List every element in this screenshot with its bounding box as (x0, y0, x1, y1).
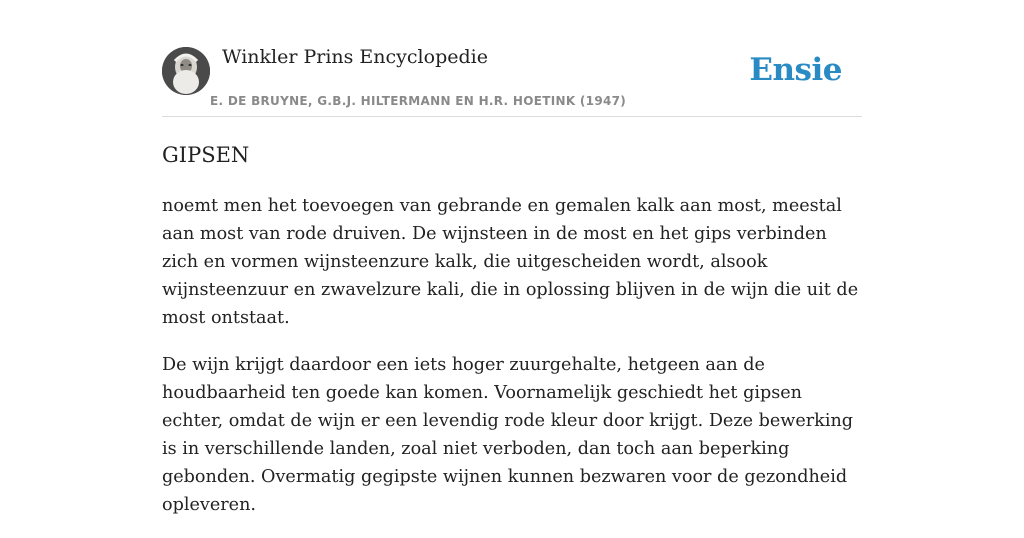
ensie-logo-link[interactable]: Ensie (749, 52, 842, 88)
publication-authors: E. DE BRUYNE, G.B.J. HILTERMANN EN H.R. HOETINK (1947) (210, 94, 627, 108)
article-paragraph: noemt men het toevoegen van gebrande en gemalen kalk aan most, meestal aan most van rode druiven. De wijnsteen in de most en het gips verbinden zich en vormen wijnsteenzure kalk, die uitgescheiden wordt, alsook wijnsteenzuur en zwavelzure kali, die in oplossing blijven in de wijn die uit de most ontstaat. (162, 196, 859, 328)
publication-title[interactable]: Winkler Prins Encyclopedie (222, 46, 488, 68)
author-avatar[interactable] (162, 47, 210, 95)
article (162, 140, 862, 538)
article-term-title: GIPSEN (162, 143, 250, 167)
article-paragraph: De wijn krijgt daardoor een iets hoger zuurgehalte, hetgeen aan de houdbaarheid ten goede kan komen. Voornamelijk geschiedt het gipsen echter, omdat de wijn er een levendig rode kleur door krijgt. Deze bewerking is in verschillende landen, zoal niet verboden, dan toch aan beperking gebonden. Overmatig gegipste wijnen kunnen bezwaren voor de gezondheid opleveren. (162, 355, 854, 515)
author-portrait-icon (162, 47, 210, 95)
page-header (162, 44, 862, 117)
